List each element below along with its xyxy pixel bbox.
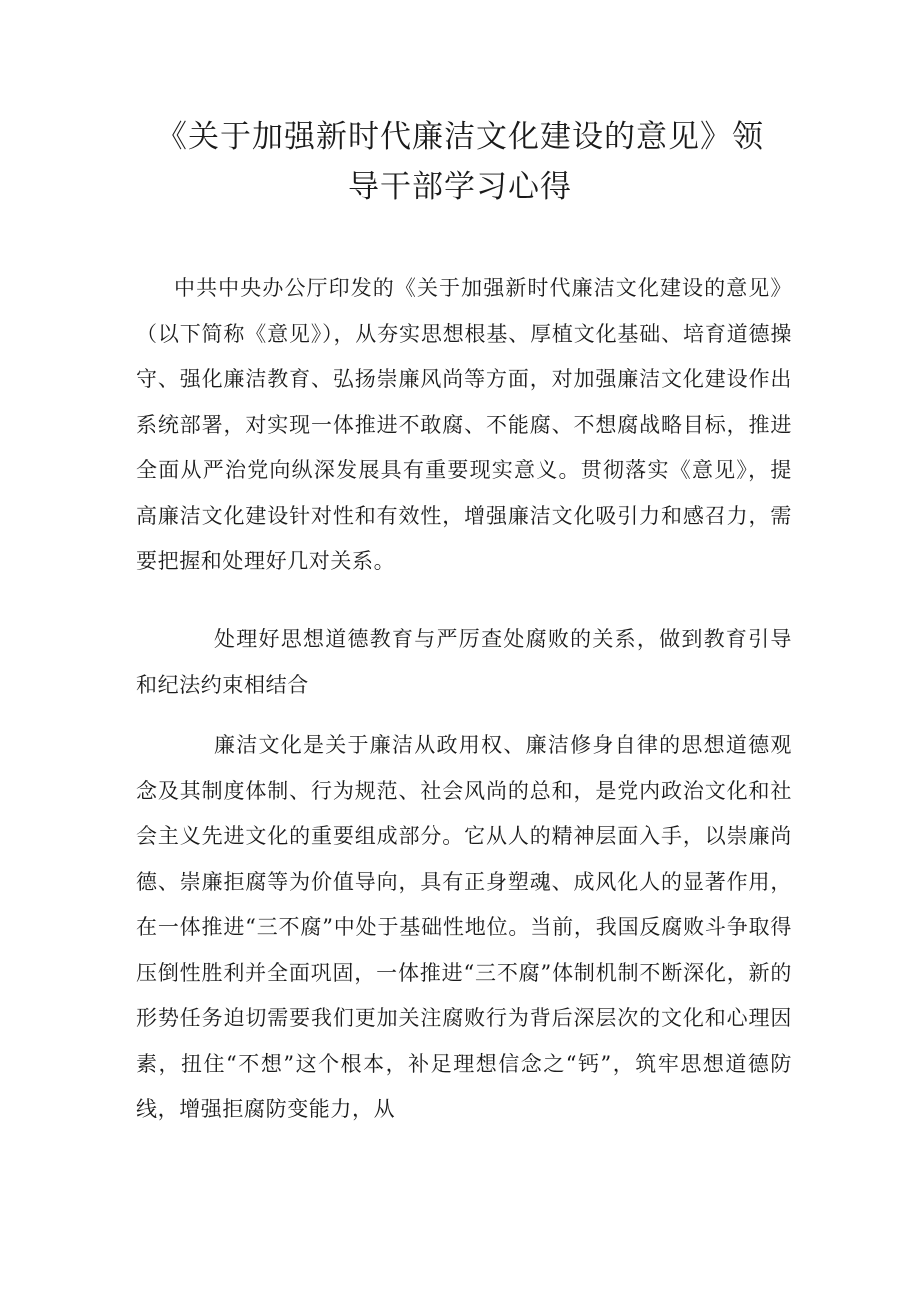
- document-title: [120, 112, 800, 212]
- title-line-2: 导干部学习心得: [348, 169, 572, 205]
- section-heading: 处理好思想道德教育与严厉查处腐败的关系，做到教育引导和纪法约束相结合: [136, 627, 792, 697]
- title-line-1: 《关于加强新时代廉洁文化建设的意见》领: [156, 119, 764, 155]
- paragraph-intro: 中共中央办公厅印发的《关于加强新时代廉洁文化建设的意见》（以下简称《意见》），从夯实思想根基、厚植文化基础、培育道德操守、强化廉洁教育、弘扬崇廉风尚等方面，对加强廉洁文化建设作出系统部署，对实现一体推进不敢腐、不能腐、不想腐战略目标，推进全面从严治党向纵深发展具有重要现实意义。贯彻落实《意见》，提高廉洁文化建设针对性和有效性，增强廉洁文化吸引力和感召力，需要把握和处理好几对关系。: [136, 276, 792, 573]
- paragraph-body: 廉洁文化是关于廉洁从政用权、廉洁修身自律的思想道德观念及其制度体制、行为规范、社会风尚的总和，是党内政治文化和社会主义先进文化的重要组成部分。它从人的精神层面入手，以崇廉尚德、崇廉拒腐等为价值导向，具有正身塑魂、成风化人的显著作用，在一体推进“三不腐”中处于基础性地位。当前，我国反腐败斗争取得压倒性胜利并全面巩固，一体推进“三不腐”体制机制不断深化，新的形势任务迫切需要我们更加关注腐败行为背后深层次的文化和心理因素，扭住“不想”这个根本，补足理想信念之“钙”，筑牢思想道德防线，增强拒腐防变能力，从: [136, 733, 792, 1121]
